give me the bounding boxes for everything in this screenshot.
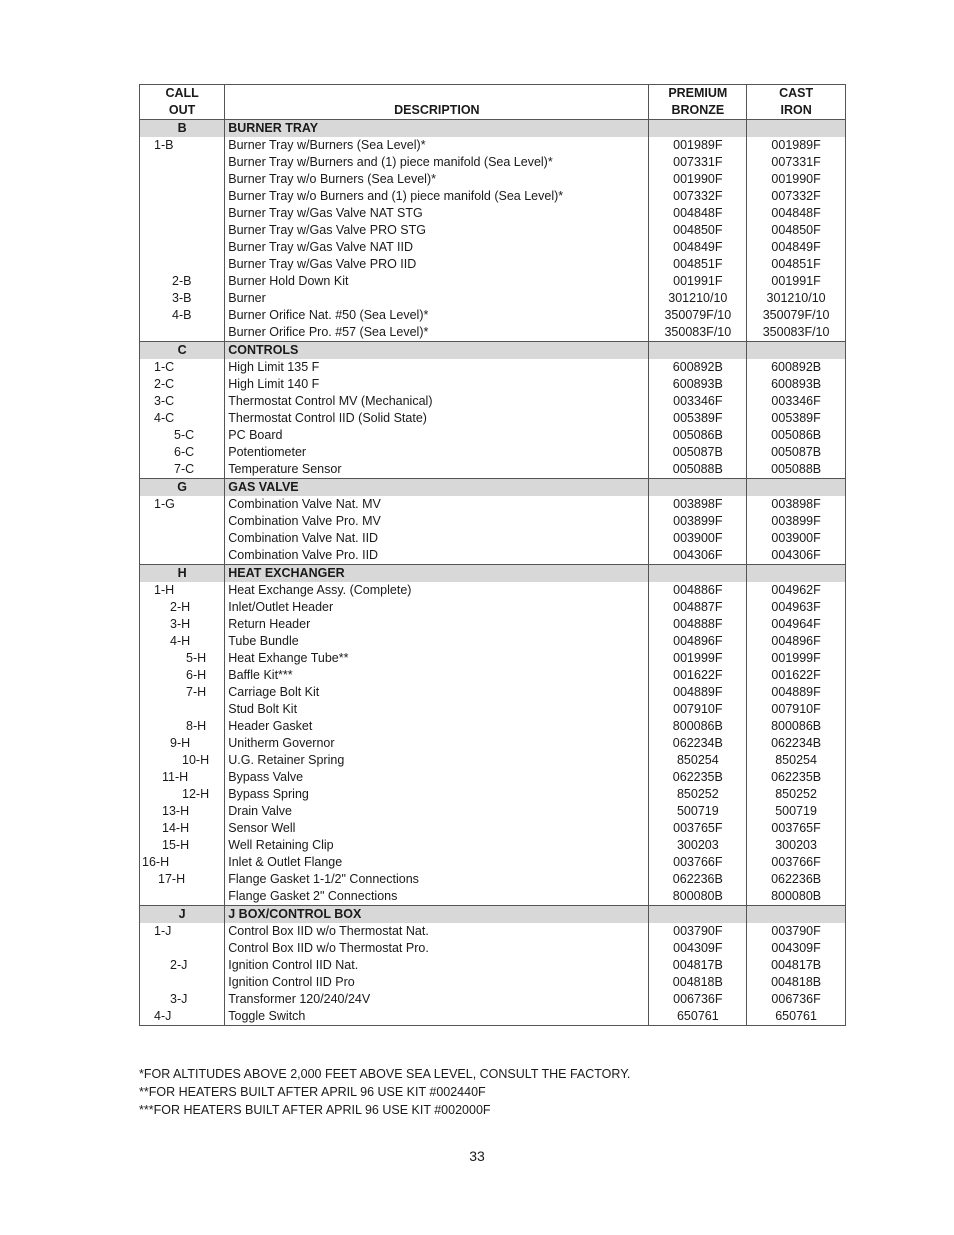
cast-iron-part-cell: 007910F — [747, 701, 846, 718]
premium-bronze-part-cell: 004848F — [649, 205, 747, 222]
cast-iron-part-cell: 001991F — [747, 273, 846, 290]
section-blank-cell — [649, 906, 747, 924]
section-header-row — [140, 479, 846, 497]
call-out-cell: 15-H — [140, 837, 225, 854]
call-out-cell: 4-J — [140, 1008, 225, 1026]
cast-iron-part-cell: 005087B — [747, 444, 846, 461]
cast-iron-part-cell: 001990F — [747, 171, 846, 188]
description-cell: Baffle Kit*** — [225, 667, 649, 684]
premium-bronze-part-cell: 301210/10 — [649, 290, 747, 307]
call-out-cell: 2-J — [140, 957, 225, 974]
call-out-cell: 5-H — [140, 650, 225, 667]
table-row — [140, 701, 846, 718]
section-header-row — [140, 120, 846, 138]
section-blank-cell — [649, 120, 747, 138]
cast-iron-part-cell: 500719 — [747, 803, 846, 820]
table-row — [140, 820, 846, 837]
cast-iron-part-cell: 004848F — [747, 205, 846, 222]
call-out-cell: 6-H — [140, 667, 225, 684]
description-cell: Thermostat Control MV (Mechanical) — [225, 393, 649, 410]
premium-bronze-part-cell: 005389F — [649, 410, 747, 427]
premium-bronze-part-cell: 003765F — [649, 820, 747, 837]
table-row — [140, 684, 846, 701]
description-cell: Burner Hold Down Kit — [225, 273, 649, 290]
section-blank-cell — [649, 479, 747, 497]
description-cell: High Limit 135 F — [225, 359, 649, 376]
section-blank-cell — [649, 565, 747, 583]
table-row — [140, 154, 846, 171]
description-cell: Heat Exchange Assy. (Complete) — [225, 582, 649, 599]
table-row — [140, 496, 846, 513]
table-row — [140, 427, 846, 444]
section-blank-cell — [747, 342, 846, 360]
table-row — [140, 871, 846, 888]
cast-iron-part-cell: 004818B — [747, 974, 846, 991]
section-code: B — [140, 120, 225, 138]
section-title: GAS VALVE — [225, 479, 649, 497]
cast-iron-part-cell: 004850F — [747, 222, 846, 239]
call-out-cell: 4-B — [140, 307, 225, 324]
premium-bronze-part-cell: 006736F — [649, 991, 747, 1008]
description-cell: Burner Tray w/Burners (Sea Level)* — [225, 137, 649, 154]
description-cell: Burner Tray w/Gas Valve NAT STG — [225, 205, 649, 222]
table-row — [140, 735, 846, 752]
cast-iron-part-cell: 004962F — [747, 582, 846, 599]
description-cell: Bypass Spring — [225, 786, 649, 803]
table-row — [140, 461, 846, 479]
premium-bronze-part-cell: 004889F — [649, 684, 747, 701]
table-header — [140, 85, 846, 120]
footnote: **FOR HEATERS BUILT AFTER APRIL 96 USE KIT #002440F — [139, 1085, 486, 1099]
table-row — [140, 837, 846, 854]
description-cell: Burner — [225, 290, 649, 307]
description-cell: Burner Tray w/o Burners (Sea Level)* — [225, 171, 649, 188]
description-cell: Combination Valve Pro. IID — [225, 547, 649, 565]
section-header-row — [140, 342, 846, 360]
description-cell: Combination Valve Pro. MV — [225, 513, 649, 530]
call-out-cell: 3-J — [140, 991, 225, 1008]
description-cell: Drain Valve — [225, 803, 649, 820]
premium-bronze-part-cell: 500719 — [649, 803, 747, 820]
footnote: *FOR ALTITUDES ABOVE 2,000 FEET ABOVE SEA LEVEL, CONSULT THE FACTORY. — [139, 1067, 631, 1081]
description-cell: Combination Valve Nat. IID — [225, 530, 649, 547]
premium-bronze-part-cell: 004887F — [649, 599, 747, 616]
description-cell: Burner Orifice Pro. #57 (Sea Level)* — [225, 324, 649, 342]
premium-bronze-part-cell: 062236B — [649, 871, 747, 888]
cast-iron-part-cell: 350083F/10 — [747, 324, 846, 342]
call-out-cell: 2-B — [140, 273, 225, 290]
footnote: ***FOR HEATERS BUILT AFTER APRIL 96 USE KIT #002000F — [139, 1103, 491, 1117]
premium-bronze-part-cell: 004849F — [649, 239, 747, 256]
call-out-cell — [140, 239, 225, 256]
table-row — [140, 256, 846, 273]
call-out-cell: 1-B — [140, 137, 225, 154]
call-out-cell: 17-H — [140, 871, 225, 888]
call-out-cell — [140, 940, 225, 957]
description-cell: Tube Bundle — [225, 633, 649, 650]
cast-iron-part-cell: 004309F — [747, 940, 846, 957]
cast-iron-part-cell: 007332F — [747, 188, 846, 205]
call-out-cell — [140, 974, 225, 991]
premium-bronze-part-cell: 004306F — [649, 547, 747, 565]
call-out-cell — [140, 154, 225, 171]
description-cell: Transformer 120/240/24V — [225, 991, 649, 1008]
premium-bronze-part-cell: 650761 — [649, 1008, 747, 1026]
premium-bronze-part-cell: 005087B — [649, 444, 747, 461]
call-out-cell: 14-H — [140, 820, 225, 837]
call-out-cell — [140, 530, 225, 547]
premium-bronze-part-cell: 001622F — [649, 667, 747, 684]
description-cell: Potentiometer — [225, 444, 649, 461]
cast-iron-part-cell: 003346F — [747, 393, 846, 410]
description-cell: Inlet/Outlet Header — [225, 599, 649, 616]
cast-iron-part-cell: 001989F — [747, 137, 846, 154]
description-cell: Thermostat Control IID (Solid State) — [225, 410, 649, 427]
table-row — [140, 616, 846, 633]
table-row — [140, 599, 846, 616]
section-code: G — [140, 479, 225, 497]
premium-bronze-part-cell: 600892B — [649, 359, 747, 376]
call-out-cell: 4-H — [140, 633, 225, 650]
description-cell: Unitherm Governor — [225, 735, 649, 752]
cast-iron-part-cell: 004963F — [747, 599, 846, 616]
parts-table — [139, 84, 846, 1026]
call-out-cell: 3-B — [140, 290, 225, 307]
table-row — [140, 290, 846, 307]
table-row — [140, 273, 846, 290]
table-row — [140, 974, 846, 991]
premium-bronze-part-cell: 007910F — [649, 701, 747, 718]
description-cell: Flange Gasket 1-1/2" Connections — [225, 871, 649, 888]
cast-iron-part-cell: 003900F — [747, 530, 846, 547]
premium-bronze-part-cell: 001991F — [649, 273, 747, 290]
table-row — [140, 547, 846, 565]
premium-bronze-part-cell: 062234B — [649, 735, 747, 752]
cast-iron-part-cell: 006736F — [747, 991, 846, 1008]
cast-iron-header: CAST IRON — [747, 85, 846, 120]
table-row — [140, 410, 846, 427]
premium-bronze-part-cell: 004818B — [649, 974, 747, 991]
description-cell: Combination Valve Nat. MV — [225, 496, 649, 513]
table-row — [140, 222, 846, 239]
call-out-cell — [140, 701, 225, 718]
section-title: J BOX/CONTROL BOX — [225, 906, 649, 924]
section-header-row — [140, 565, 846, 583]
table-row — [140, 888, 846, 906]
section-code: C — [140, 342, 225, 360]
section-title: CONTROLS — [225, 342, 649, 360]
table-row — [140, 582, 846, 599]
table-row — [140, 940, 846, 957]
call-out-cell — [140, 324, 225, 342]
call-out-cell: 2-H — [140, 599, 225, 616]
table-row — [140, 205, 846, 222]
call-out-cell: 5-C — [140, 427, 225, 444]
call-out-cell: 1-G — [140, 496, 225, 513]
cast-iron-part-cell: 800086B — [747, 718, 846, 735]
premium-bronze-part-cell: 004888F — [649, 616, 747, 633]
premium-bronze-header: PREMIUM BRONZE — [649, 85, 747, 120]
call-out-cell: 11-H — [140, 769, 225, 786]
description-cell: Toggle Switch — [225, 1008, 649, 1026]
table-row — [140, 376, 846, 393]
call-out-cell — [140, 256, 225, 273]
description-cell: Well Retaining Clip — [225, 837, 649, 854]
call-out-cell: 7-C — [140, 461, 225, 479]
premium-bronze-part-cell: 004886F — [649, 582, 747, 599]
cast-iron-part-cell: 800080B — [747, 888, 846, 906]
table-row — [140, 718, 846, 735]
call-out-cell: 3-C — [140, 393, 225, 410]
description-cell: Temperature Sensor — [225, 461, 649, 479]
table-row — [140, 667, 846, 684]
premium-bronze-part-cell: 007332F — [649, 188, 747, 205]
section-header-row — [140, 906, 846, 924]
call-out-cell: 9-H — [140, 735, 225, 752]
description-cell: Header Gasket — [225, 718, 649, 735]
premium-bronze-part-cell: 004309F — [649, 940, 747, 957]
cast-iron-part-cell: 004889F — [747, 684, 846, 701]
cast-iron-part-cell: 003790F — [747, 923, 846, 940]
call-out-cell — [140, 888, 225, 906]
description-cell: Sensor Well — [225, 820, 649, 837]
section-blank-cell — [747, 479, 846, 497]
call-out-cell: 12-H — [140, 786, 225, 803]
section-blank-cell — [747, 565, 846, 583]
description-cell: Ignition Control IID Nat. — [225, 957, 649, 974]
table-row — [140, 188, 846, 205]
call-out-cell — [140, 547, 225, 565]
cast-iron-part-cell: 004306F — [747, 547, 846, 565]
cast-iron-part-cell: 004896F — [747, 633, 846, 650]
table-row — [140, 854, 846, 871]
table-row — [140, 991, 846, 1008]
premium-bronze-part-cell: 062235B — [649, 769, 747, 786]
description-cell: Inlet & Outlet Flange — [225, 854, 649, 871]
cast-iron-part-cell: 004964F — [747, 616, 846, 633]
call-out-cell — [140, 222, 225, 239]
premium-bronze-part-cell: 600893B — [649, 376, 747, 393]
premium-bronze-part-cell: 004817B — [649, 957, 747, 974]
cast-iron-part-cell: 004817B — [747, 957, 846, 974]
cast-iron-part-cell: 003766F — [747, 854, 846, 871]
table-row — [140, 786, 846, 803]
description-cell: Burner Tray w/o Burners and (1) piece manifold (Sea Level)* — [225, 188, 649, 205]
section-code: H — [140, 565, 225, 583]
premium-bronze-part-cell: 005088B — [649, 461, 747, 479]
page-number: 33 — [469, 1148, 485, 1164]
description-header: DESCRIPTION — [225, 85, 649, 120]
table-row — [140, 752, 846, 769]
premium-bronze-part-cell: 800080B — [649, 888, 747, 906]
cast-iron-part-cell: 850254 — [747, 752, 846, 769]
call-out-cell — [140, 171, 225, 188]
table-row — [140, 769, 846, 786]
call-out-cell: 1-J — [140, 923, 225, 940]
section-blank-cell — [747, 906, 846, 924]
description-cell: Carriage Bolt Kit — [225, 684, 649, 701]
description-cell: Control Box IID w/o Thermostat Nat. — [225, 923, 649, 940]
premium-bronze-part-cell: 001999F — [649, 650, 747, 667]
call-out-cell: 8-H — [140, 718, 225, 735]
table-row — [140, 359, 846, 376]
section-blank-cell — [747, 120, 846, 138]
call-out-cell: 1-C — [140, 359, 225, 376]
table-row — [140, 633, 846, 650]
premium-bronze-part-cell: 800086B — [649, 718, 747, 735]
cast-iron-part-cell: 003899F — [747, 513, 846, 530]
cast-iron-part-cell: 350079F/10 — [747, 307, 846, 324]
premium-bronze-part-cell: 003899F — [649, 513, 747, 530]
cast-iron-part-cell: 301210/10 — [747, 290, 846, 307]
description-cell: Ignition Control IID Pro — [225, 974, 649, 991]
description-cell: Burner Orifice Nat. #50 (Sea Level)* — [225, 307, 649, 324]
premium-bronze-part-cell: 003898F — [649, 496, 747, 513]
description-cell: U.G. Retainer Spring — [225, 752, 649, 769]
table-row — [140, 803, 846, 820]
cast-iron-part-cell: 007331F — [747, 154, 846, 171]
call-out-cell: 1-H — [140, 582, 225, 599]
cast-iron-part-cell: 300203 — [747, 837, 846, 854]
call-out-cell — [140, 513, 225, 530]
call-out-cell — [140, 205, 225, 222]
description-cell: Flange Gasket 2" Connections — [225, 888, 649, 906]
premium-bronze-part-cell: 001990F — [649, 171, 747, 188]
premium-bronze-part-cell: 004896F — [649, 633, 747, 650]
description-cell: Burner Tray w/Gas Valve NAT IID — [225, 239, 649, 256]
premium-bronze-part-cell: 003766F — [649, 854, 747, 871]
premium-bronze-part-cell: 350083F/10 — [649, 324, 747, 342]
table-row — [140, 530, 846, 547]
cast-iron-part-cell: 600893B — [747, 376, 846, 393]
table-row — [140, 513, 846, 530]
table-row — [140, 137, 846, 154]
section-title: BURNER TRAY — [225, 120, 649, 138]
table-row — [140, 324, 846, 342]
description-cell: Stud Bolt Kit — [225, 701, 649, 718]
description-cell: Return Header — [225, 616, 649, 633]
cast-iron-part-cell: 005086B — [747, 427, 846, 444]
call-out-cell: 4-C — [140, 410, 225, 427]
cast-iron-part-cell: 600892B — [747, 359, 846, 376]
cast-iron-part-cell: 001999F — [747, 650, 846, 667]
cast-iron-part-cell: 005088B — [747, 461, 846, 479]
section-code: J — [140, 906, 225, 924]
call-out-header: CALL OUT — [140, 85, 225, 120]
premium-bronze-part-cell: 003346F — [649, 393, 747, 410]
cast-iron-part-cell: 062235B — [747, 769, 846, 786]
call-out-cell: 16-H — [140, 854, 225, 871]
premium-bronze-part-cell: 004851F — [649, 256, 747, 273]
call-out-cell — [140, 188, 225, 205]
description-cell: Bypass Valve — [225, 769, 649, 786]
call-out-cell: 6-C — [140, 444, 225, 461]
call-out-cell: 2-C — [140, 376, 225, 393]
table-row — [140, 650, 846, 667]
cast-iron-part-cell: 062236B — [747, 871, 846, 888]
table-row — [140, 957, 846, 974]
cast-iron-part-cell: 003898F — [747, 496, 846, 513]
description-cell: Heat Exhange Tube** — [225, 650, 649, 667]
premium-bronze-part-cell: 003790F — [649, 923, 747, 940]
premium-bronze-part-cell: 003900F — [649, 530, 747, 547]
footnotes — [139, 1065, 630, 1119]
section-blank-cell — [649, 342, 747, 360]
table-row — [140, 171, 846, 188]
description-cell: Burner Tray w/Gas Valve PRO IID — [225, 256, 649, 273]
premium-bronze-part-cell: 005086B — [649, 427, 747, 444]
description-cell: Burner Tray w/Burners and (1) piece manifold (Sea Level)* — [225, 154, 649, 171]
call-out-cell: 3-H — [140, 616, 225, 633]
description-cell: Control Box IID w/o Thermostat Pro. — [225, 940, 649, 957]
premium-bronze-part-cell: 004850F — [649, 222, 747, 239]
cast-iron-part-cell: 004851F — [747, 256, 846, 273]
call-out-cell: 13-H — [140, 803, 225, 820]
table-row — [140, 393, 846, 410]
table-body — [140, 120, 846, 1026]
table-row — [140, 1008, 846, 1026]
table-row — [140, 444, 846, 461]
cast-iron-part-cell: 001622F — [747, 667, 846, 684]
cast-iron-part-cell: 004849F — [747, 239, 846, 256]
cast-iron-part-cell: 850252 — [747, 786, 846, 803]
cast-iron-part-cell: 003765F — [747, 820, 846, 837]
premium-bronze-part-cell: 007331F — [649, 154, 747, 171]
section-title: HEAT EXCHANGER — [225, 565, 649, 583]
premium-bronze-part-cell: 850254 — [649, 752, 747, 769]
table-row — [140, 923, 846, 940]
premium-bronze-part-cell: 001989F — [649, 137, 747, 154]
premium-bronze-part-cell: 350079F/10 — [649, 307, 747, 324]
cast-iron-part-cell: 650761 — [747, 1008, 846, 1026]
description-cell: High Limit 140 F — [225, 376, 649, 393]
table-row — [140, 239, 846, 256]
description-cell: Burner Tray w/Gas Valve PRO STG — [225, 222, 649, 239]
premium-bronze-part-cell: 850252 — [649, 786, 747, 803]
call-out-cell: 10-H — [140, 752, 225, 769]
cast-iron-part-cell: 062234B — [747, 735, 846, 752]
description-cell: PC Board — [225, 427, 649, 444]
premium-bronze-part-cell: 300203 — [649, 837, 747, 854]
call-out-cell: 7-H — [140, 684, 225, 701]
table-row — [140, 307, 846, 324]
cast-iron-part-cell: 005389F — [747, 410, 846, 427]
